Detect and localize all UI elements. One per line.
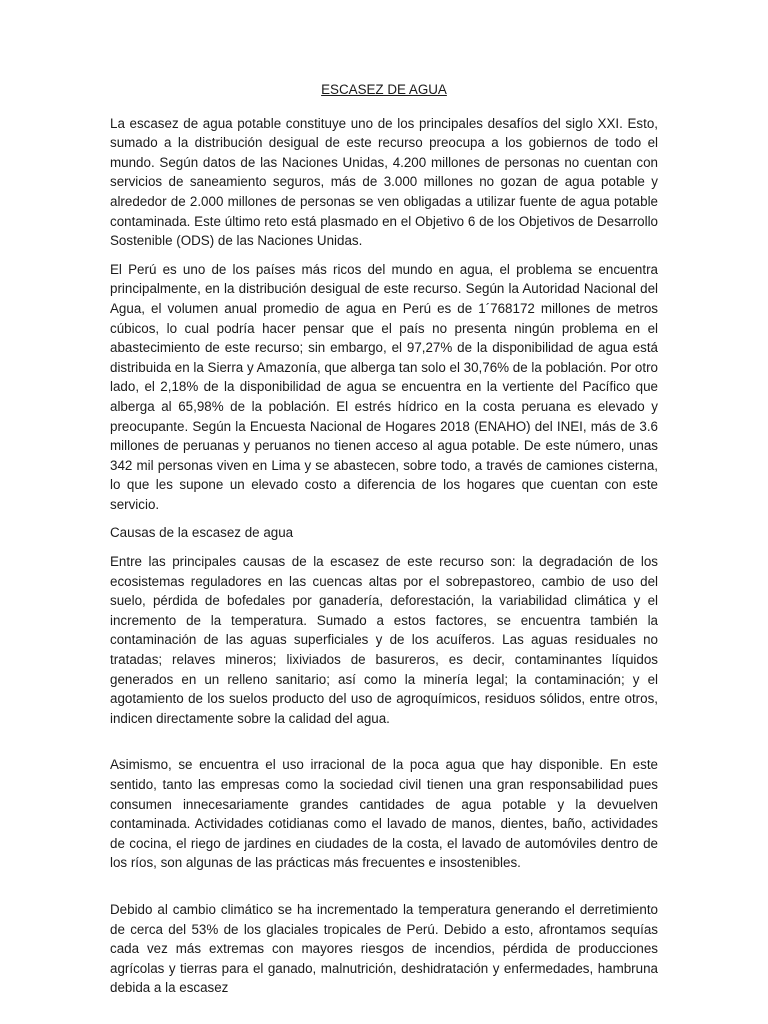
paragraph-peru: El Perú es uno de los países más ricos del mundo en agua, el problema se encuentra principalmente, en la distribución desigual de este recurso. Según la Autoridad Nacional del Agua, el volumen anual promedio de agua en Perú es de 1´768172 millones de metros cúbicos, lo cual podría hacer pensar que el país no presenta ningún problema en el abastecimiento de este recurso; sin embargo, el 97,27% de la disponibilidad de agua está distribuida en la Sierra y Amazonía, que alberga tan solo el 30,76% de la población. Por otro lado, el 2,18% de la disponibilidad de agua se encuentra en la vertiente del Pacífico que alberga al 65,98% de la población. El estrés hídrico en la costa peruana es elevado y preocupante. Según la Encuesta Nacional de Hogares 2018 (ENAHO) del INEI, más de 3.6 millones de peruanas y peruanos no tienen acceso al agua potable. De este número, unas 342 mil personas viven en Lima y se abastecen, sobre todo, a través de camiones cisterna, lo que les supone un elevado costo a diferencia de los hogares que cuentan con este servicio.	[110, 261, 658, 512]
paragraph-uso-irracional: Asimismo, se encuentra el uso irracional de la poca agua que hay disponible. En este sentido, tanto las empresas como la sociedad civil tienen una gran responsabilidad pues consumen innecesariamente grandes cantidades de agua potable y la devuelven contaminada. Actividades cotidianas como el lavado de manos, dientes, baño, actividades de cocina, el riego de jardines en ciudades de la costa, el lavado de automóviles dentro de los ríos, son algunas de las prácticas más frecuentes e insostenibles.	[110, 757, 658, 871]
paragraph-spacer	[110, 737, 658, 755]
paragraph-causas: Entre las principales causas de la escasez de este recurso son: la degradación de los ecosistemas reguladores en las cuencas altas por el sobrepastoreo, cambio de uso del suelo, pérdida de bofedales por ganadería, deforestación, la variabilidad climática y el incremento de la temperatura. Sumado a estos factores, se encuentra también la contaminación de las aguas superficiales y de los acuíferos. Las aguas residuales no tratadas; relaves mineros; lixiviados de basureros, es decir, contaminantes líquidos generados en un relleno sanitario; así como la minería legal; la contaminación; y el agotamiento de los suelos producto del uso de agroquímicos, residuos sólidos, entre otros, indicen directamente sobre la calidad del agua.	[110, 554, 658, 726]
section-heading-causas: Causas de la escasez de agua	[110, 525, 294, 541]
paragraph-intro: La escasez de agua potable constituye uno de los principales desafíos del siglo XXI. Esto, sumado a la distribución desigual de este recurso preocupa a los gobiernos de todo el mundo. Según datos de las Naciones Unidas, 4.200 millones de personas no cuentan con servicios de saneamiento seguros, más de 3.000 millones no gozan de agua potable y alrededor de 2.000 millones de personas se ven obligadas a utilizar fuente de agua potable contaminada. Este último reto está plasmado en el Objetivo 6 de los Objetivos de Desarrollo Sostenible (ODS) de las Naciones Unidas.	[110, 115, 658, 249]
paragraph-spacer	[110, 882, 658, 900]
document-title: ESCASEZ DE AGUA	[321, 82, 447, 97]
paragraph-cambio-climatico: Debido al cambio climático se ha incrementado la temperatura generando el derretimiento de cerca del 53% de los glaciales tropicales de Perú. Debido a esto, afrontamos sequías cada vez más extremas con mayores riesgos de incendios, pérdida de producciones agrícolas y tierras para el ganado, malnutrición, deshidratación y enfermedades, hambruna debida a la escasez	[110, 901, 658, 996]
document-page	[110, 80, 658, 1007]
